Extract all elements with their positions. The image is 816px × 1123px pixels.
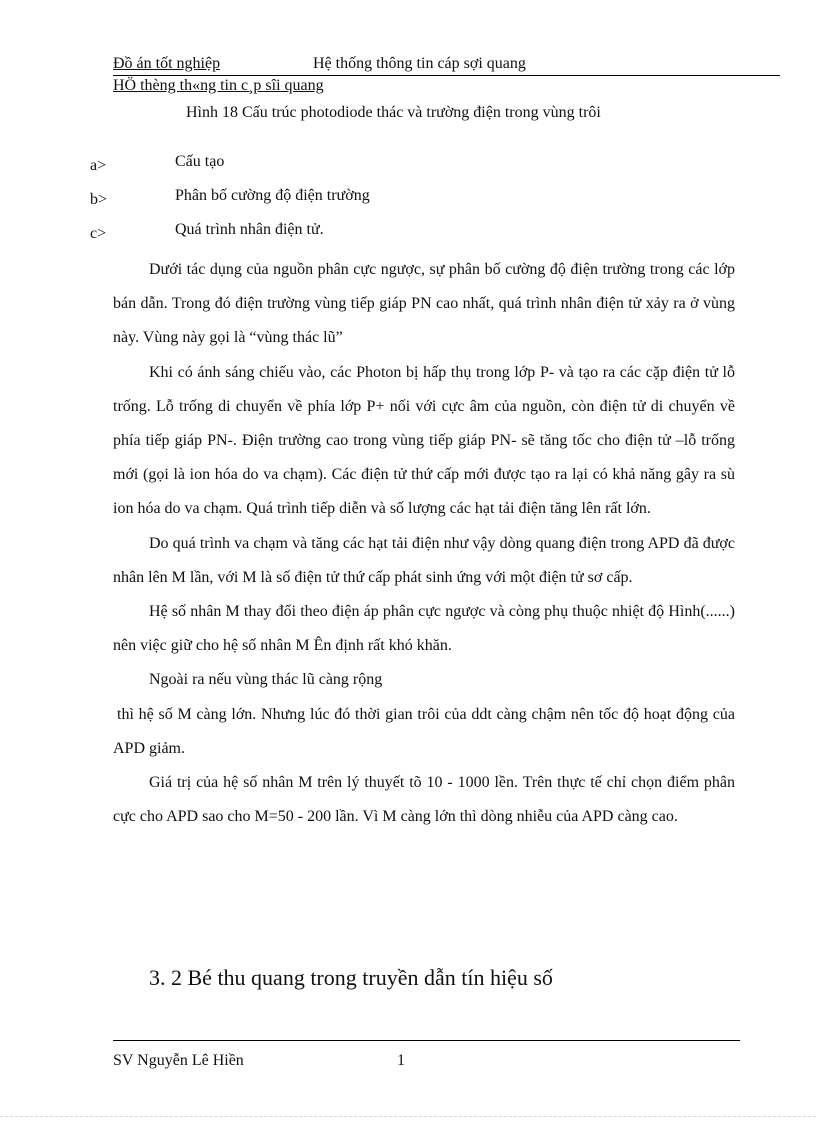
list-text: Phân bố cường độ điện trường xyxy=(175,187,370,204)
paragraph: Ngoài ra nếu vùng thác lũ càng rộng xyxy=(149,671,383,689)
page-header xyxy=(113,55,780,76)
paragraph: thì hệ số M càng lớn. Nhưng lúc đó thời gian trôi của ddt càng chậm nên tốc độ hoạt động của APD giảm. xyxy=(113,705,735,757)
footer-divider xyxy=(113,1040,740,1041)
header-right-title: Hệ thống thông tin cáp sợi quang xyxy=(313,55,526,72)
list-text: Quá trình nhân điện tử. xyxy=(175,221,324,238)
paragraph: Khi có ánh sáng chiếu vào, các Photon bị hấp thụ trong lớp P- và tạo ra các cặp điện tử lỗ trống. Lỗ trống di chuyển về phía lớp P+ nối với cực âm của nguồn, còn điện tử di chuyển về phía tiếp giáp PN-. Điện trường cao trong vùng tiếp giáp PN- sẽ tăng tốc cho điện tử –lỗ trống mới (gọi là ion hóa do va chạm). Các điện tử thứ cấp mới được tạo ra lại có khả năng gây ra sù ion hóa do va chạm. Quá trình tiếp diễn và số lượng các hạt tải điện tăng lên rất lớn. xyxy=(113,363,735,518)
paragraph: Giá trị của hệ số nhân M trên lý thuyết tõ 10 - 1000 lền. Trên thực tế chỉ chọn điểm phân cực cho APD sao cho M=50 - 200 lần. Vì M càng lớn thì dòng nhiễu của APD càng cao. xyxy=(113,774,735,826)
running-subtitle: HÖ thèng th«ng tin c¸p sîi quang xyxy=(113,77,324,94)
list-item xyxy=(0,221,600,245)
paragraph: Hệ số nhân M thay đổi theo điện áp phân cực ngược và còng phụ thuộc nhiệt độ Hình(......) nên việc giữ cho hệ số nhân M Ên định rất khó khăn. xyxy=(113,603,735,655)
paragraph: Do quá trình va chạm và tăng các hạt tải điện như vậy dòng quang điện trong APD đã được nhân lên M lần, với M là số điện tử thứ cấp phát sinh ứng với một điện tử sơ cấp. xyxy=(113,534,735,586)
paragraph: Dưới tác dụng của nguồn phân cực ngược, sự phân bố cường độ điện trường trong các lớp bán dẫn. Trong đó điện trường vùng tiếp giáp PN cao nhất, quá trình nhân điện tử xảy ra ở vùng này. Vùng này gọi là “vùng thác lũ” xyxy=(113,261,735,347)
header-left-title: Đồ án tốt nghiệp xyxy=(113,55,221,72)
list-marker: b> xyxy=(90,191,108,208)
list-marker: a> xyxy=(90,157,107,174)
section-heading: 3. 2 Bé thu quang trong truyền dẫn tín hiệu số xyxy=(149,965,553,990)
footer-author: SV Nguyễn Lê Hiền xyxy=(113,1052,244,1069)
body-text xyxy=(113,253,735,834)
page-edge-divider xyxy=(0,1116,816,1117)
list-marker: c> xyxy=(90,225,107,242)
page-number: 1 xyxy=(397,1052,405,1069)
list-item xyxy=(0,187,600,211)
list-text: Cấu tạo xyxy=(175,153,225,170)
list-item xyxy=(0,153,600,177)
figure-caption: Hình 18 Cấu trúc photodiode thác và trường điện trong vùng trôi xyxy=(186,104,601,121)
